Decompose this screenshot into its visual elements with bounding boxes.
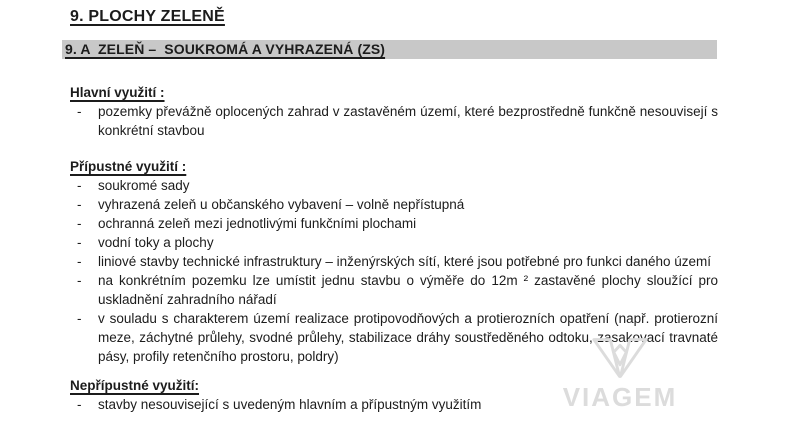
bullet-list (70, 395, 718, 414)
section-heading-text: Přípustné využití : (70, 159, 187, 174)
page-title (70, 7, 791, 26)
list-item (70, 271, 718, 309)
bullet-text: vyhrazená zeleň u občanského vybavení – volně nepřístupná (98, 197, 465, 212)
bullet-dash: - (77, 397, 82, 412)
bullet-dash: - (77, 178, 82, 193)
bullet-dash: - (77, 235, 82, 250)
document-content (70, 83, 718, 414)
section-heading (70, 157, 718, 176)
section-bar (62, 40, 717, 59)
bullet-text: vodní toky a plochy (98, 235, 214, 250)
section-impermissible-use (70, 376, 718, 414)
list-item (70, 309, 718, 366)
bullet-dash: - (77, 273, 82, 288)
list-item (70, 176, 718, 195)
section-heading-text: Hlavní využití : (70, 85, 165, 100)
section-heading-text: Nepřípustné využití: (70, 378, 200, 393)
list-item (70, 252, 718, 271)
section-heading (70, 83, 718, 102)
list-item (70, 102, 718, 140)
bullet-dash: - (77, 216, 82, 231)
bullet-text: soukromé sady (98, 178, 190, 193)
page-title-text: 9. PLOCHY ZELENĚ (70, 8, 225, 25)
bullet-text: liniové stavby technické infrastruktury – inženýrských sítí, které jsou potřebné pro funkci daného území (98, 254, 712, 269)
bullet-text: stavby nesouvisející s uvedeným hlavním a přípustným využitím (98, 397, 482, 412)
bullet-dash: - (77, 104, 82, 119)
bullet-list (70, 102, 718, 140)
section-heading (70, 376, 718, 395)
watermark-text: VIAGEM (562, 382, 678, 412)
bullet-text: ochranná zeleň mezi jednotlivými funkčními plochami (98, 216, 417, 231)
bullet-text: v souladu s charakterem území realizace protipovodňových a protierozních opatření (např. protierozní meze, záchytné průlehy, svodné průlehy, stabilizace dráhy soustředěného odtoku, zasakovací travnaté pásy, profily retenčního prostoru, poldry) (98, 311, 718, 364)
section-bar-text: 9. A ZELEŇ – SOUKROMÁ A VYHRAZENÁ (ZS) (65, 41, 386, 57)
list-item (70, 395, 718, 414)
bullet-text: pozemky převážně oplocených zahrad v zastavěném území, které bezprostředně funkčně nesouvisejí s konkrétní stavbou (98, 104, 718, 138)
section-main-use (70, 83, 718, 140)
list-item (70, 214, 718, 233)
bullet-list (70, 176, 718, 366)
list-item (70, 195, 718, 214)
bullet-dash: - (77, 311, 82, 326)
list-item (70, 233, 718, 252)
bullet-dash: - (77, 197, 82, 212)
section-permissible-use (70, 157, 718, 366)
bullet-dash: - (77, 254, 82, 269)
bullet-text: na konkrétním pozemku lze umístit jednu stavbu o výměře do 12m ² zastavěné plochy sloužící pro uskladnění zahradního nářadí (98, 273, 718, 307)
